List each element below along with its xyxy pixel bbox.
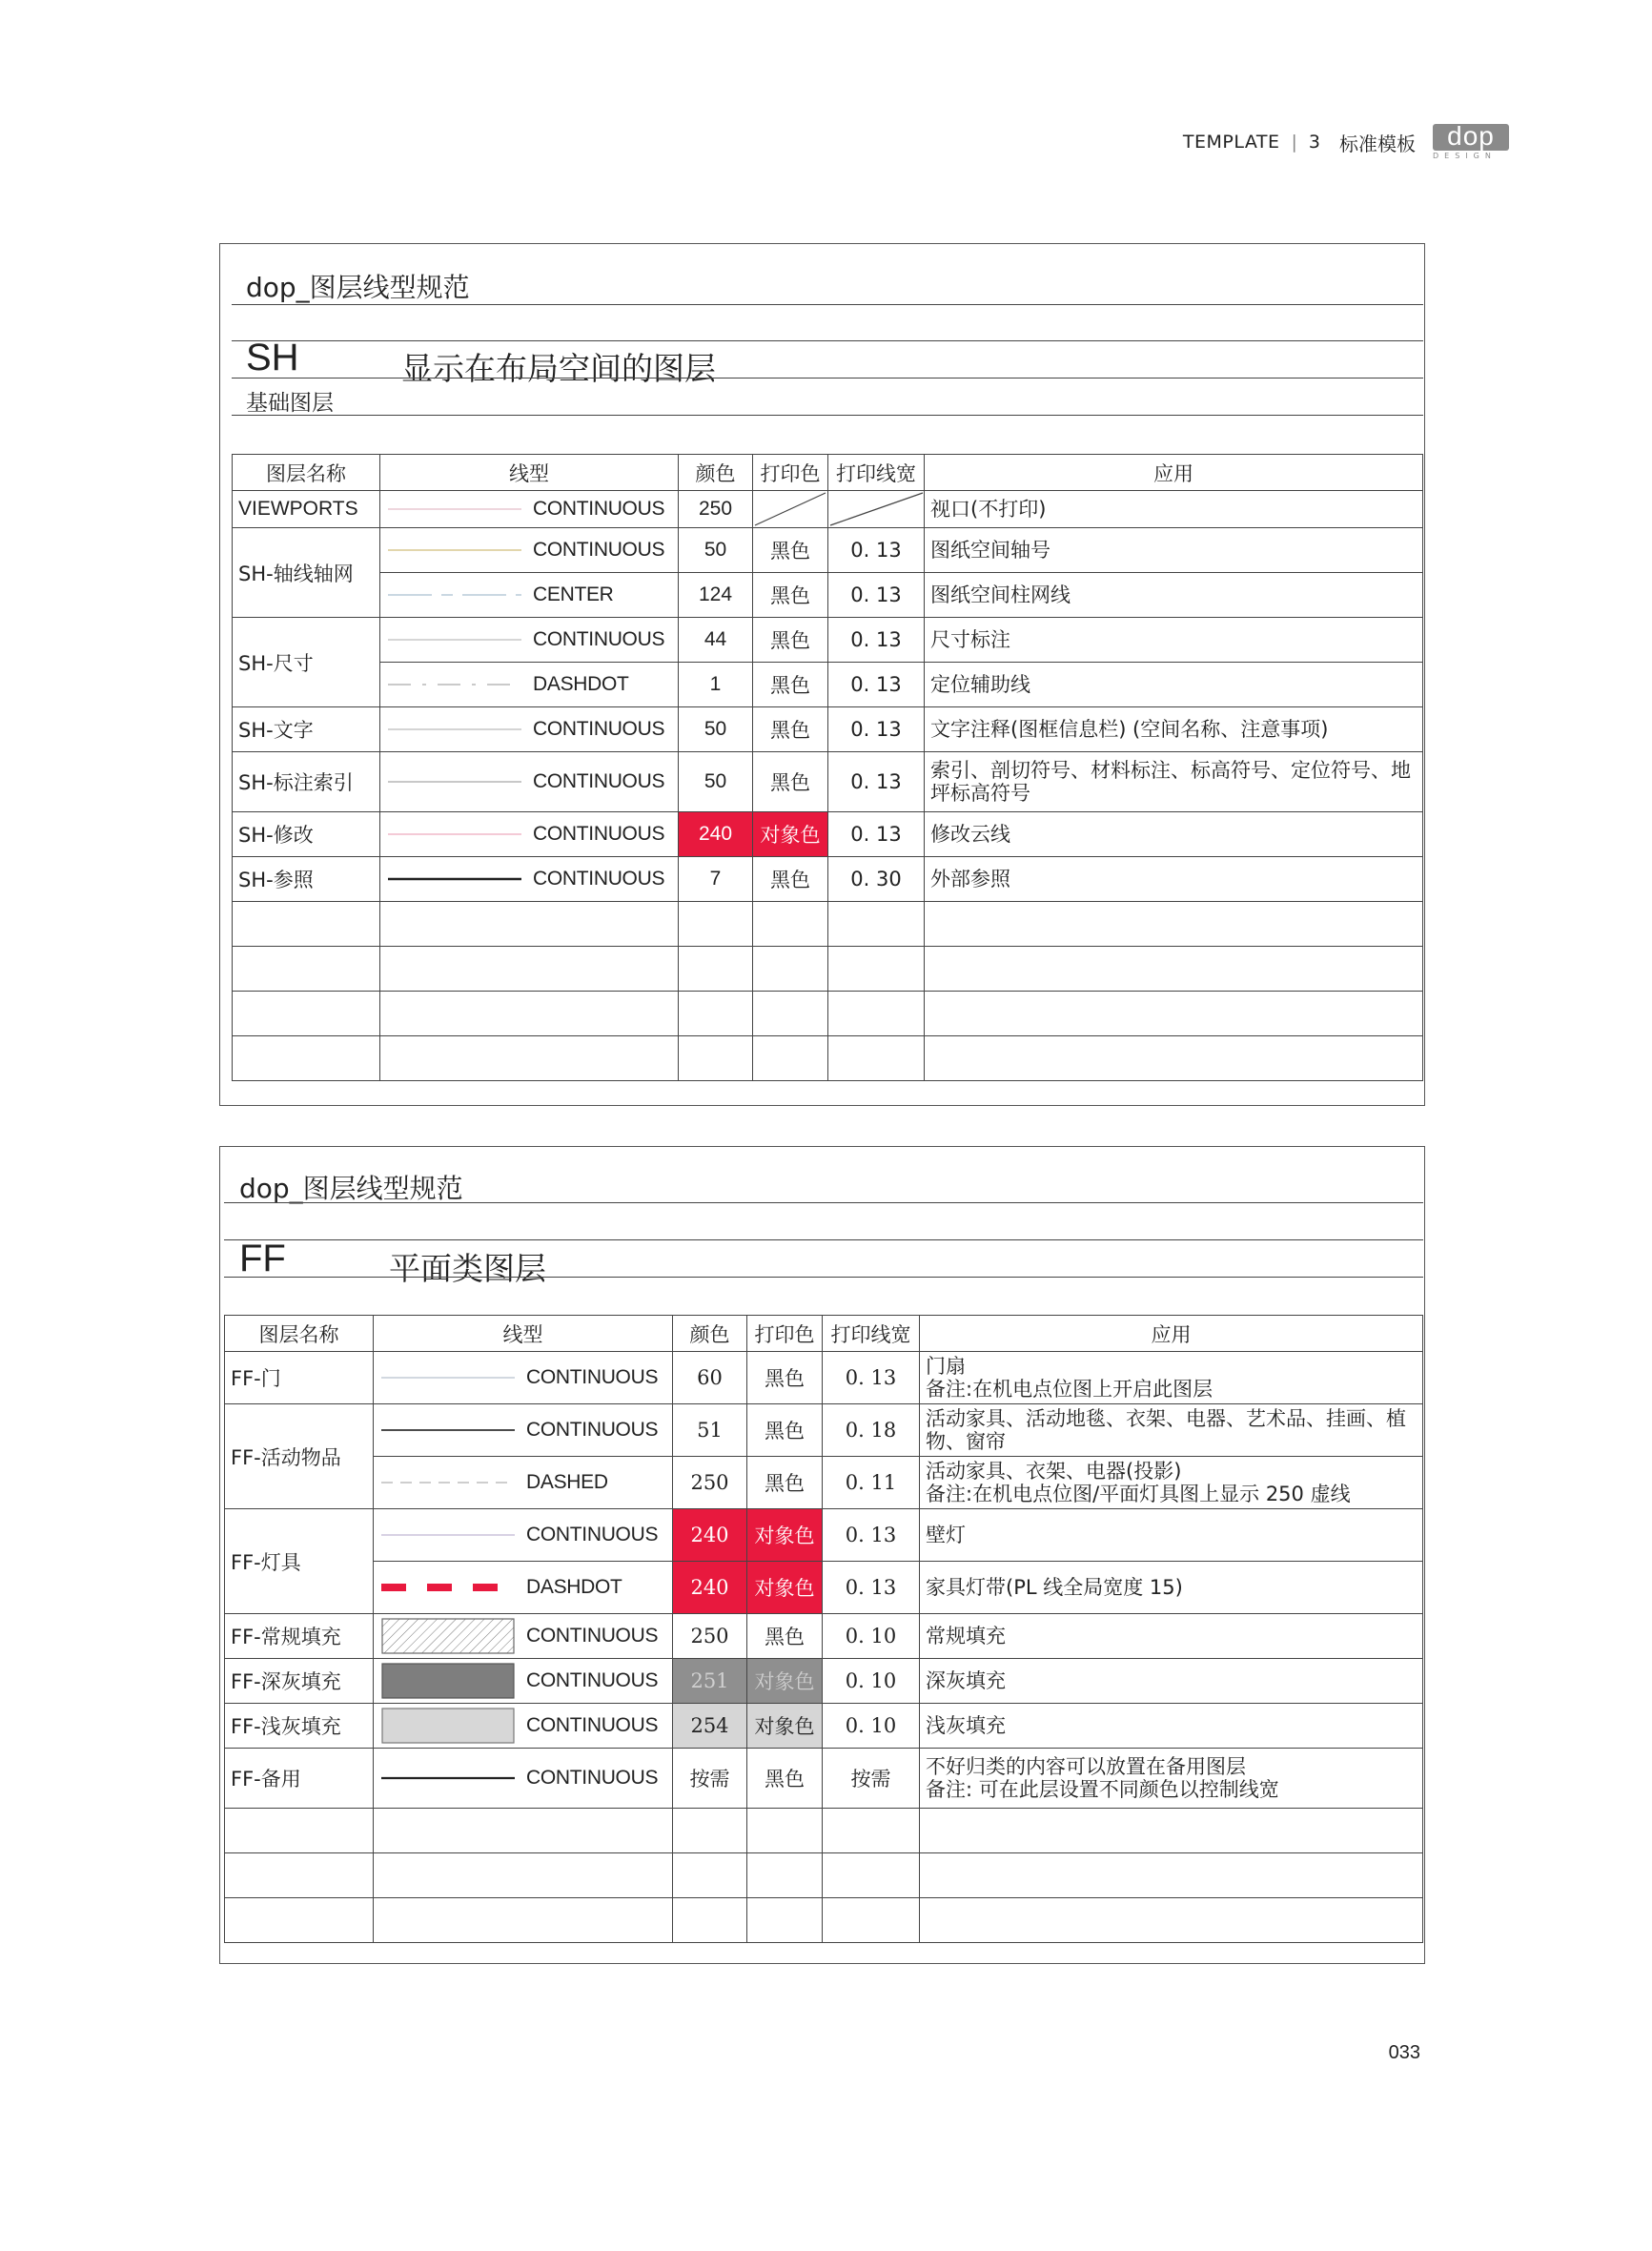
linetype-name: CONTINUOUS: [533, 498, 665, 520]
linetype-cell: [374, 1704, 673, 1749]
color-value: 240: [679, 812, 753, 857]
linetype-continuous-sample: [381, 1532, 515, 1538]
table-row: [233, 573, 1423, 618]
linetype-continuous-sample: [388, 726, 521, 732]
empty-row: [233, 902, 1423, 947]
lineweight: 0. 13: [828, 573, 925, 618]
col-header: 应用: [925, 455, 1423, 491]
color-value: 按需: [673, 1749, 747, 1809]
color-value: 254: [673, 1704, 747, 1749]
col-header: 颜色: [679, 455, 753, 491]
application-text: 壁灯: [920, 1509, 1423, 1562]
color-value: 250: [679, 491, 753, 528]
light-gray-fill-sample: [381, 1708, 515, 1744]
col-header: 打印色: [753, 455, 828, 491]
linetype-name: CONTINUOUS: [526, 1366, 659, 1388]
application-text: 图纸空间轴号: [925, 528, 1423, 573]
col-header: 线型: [380, 455, 679, 491]
divider: [232, 378, 1423, 379]
table-row: [233, 663, 1423, 707]
application-text: 活动家具、活动地毯、衣架、电器、艺术品、挂画、植物、窗帘: [920, 1404, 1423, 1457]
dop-logo: [1433, 121, 1509, 160]
col-header: 打印线宽: [828, 455, 925, 491]
linetype-cell: [374, 1749, 673, 1809]
card-ff: [219, 1146, 1425, 1964]
linetype-center-sample: [388, 592, 521, 598]
not-applicable-slash: [753, 491, 828, 528]
layer-table: [224, 1315, 1423, 1943]
linetype-name: CONTINUOUS: [526, 1419, 659, 1441]
table-row: [225, 1352, 1423, 1404]
application-note: 备注:在机电点位图上开启此图层: [926, 1378, 1214, 1401]
layer-name: SH-参照: [233, 857, 380, 902]
lineweight: 0. 10: [823, 1659, 920, 1704]
print-color: 黑色: [747, 1352, 823, 1404]
layer-code-desc: 平面类图层: [389, 1250, 546, 1287]
print-color: 黑色: [753, 573, 828, 618]
layer-name: SH-尺寸: [233, 618, 380, 707]
logo-sub: DESIGN: [1433, 152, 1497, 160]
divider: [224, 1202, 1423, 1203]
linetype-cell: [380, 707, 679, 752]
table-row: [225, 1509, 1423, 1562]
table-row: [233, 857, 1423, 902]
linetype-cell: [374, 1404, 673, 1457]
linetype-name: CONTINUOUS: [526, 1767, 659, 1789]
card-title: dop_图层线型规范: [246, 272, 470, 303]
layer-code: FF: [239, 1238, 286, 1279]
section-title: 标准模板: [1339, 132, 1416, 155]
col-header: 打印色: [747, 1316, 823, 1352]
application-cell: [920, 1352, 1423, 1404]
layer-name: FF-活动物品: [225, 1404, 374, 1509]
table-row: [225, 1562, 1423, 1614]
empty-row: [225, 1853, 1423, 1898]
empty-row: [225, 1809, 1423, 1853]
linetype-continuous-sample: [381, 1427, 515, 1433]
application-text: 家具灯带(PL 线全局宽度 15): [920, 1562, 1423, 1614]
linetype-continuous-sample: [381, 1775, 515, 1781]
linetype-name: CONTINUOUS: [526, 1669, 659, 1691]
color-value: 51: [673, 1404, 747, 1457]
linetype-cell: [380, 573, 679, 618]
application-text: 图纸空间柱网线: [925, 573, 1423, 618]
application-text: 索引、剖切符号、材料标注、标高符号、定位符号、地坪标高符号: [925, 752, 1423, 812]
application-text: 活动家具、衣架、电器(投影): [926, 1459, 1182, 1483]
card-title: dop_图层线型规范: [239, 1173, 463, 1204]
col-header: 颜色: [673, 1316, 747, 1352]
table-row: [233, 707, 1423, 752]
print-color: 黑色: [747, 1404, 823, 1457]
table-row: [225, 1457, 1423, 1509]
color-value: 240: [673, 1562, 747, 1614]
empty-row: [233, 1036, 1423, 1081]
linetype-continuous-sample: [388, 637, 521, 643]
color-value: 50: [679, 528, 753, 573]
table-row: [233, 812, 1423, 857]
linetype-continuous-sample: [388, 779, 521, 785]
logo-mark: dop: [1433, 124, 1509, 151]
linetype-name: CONTINUOUS: [526, 1625, 659, 1647]
lineweight: 0. 18: [823, 1404, 920, 1457]
layer-name: SH-轴线轴网: [233, 528, 380, 618]
linetype-continuous-sample: [388, 506, 521, 512]
color-value: 124: [679, 573, 753, 618]
application-note: 备注:在机电点位图/平面灯具图上显示 250 虚线: [926, 1483, 1351, 1505]
color-value: 7: [679, 857, 753, 902]
lineweight: 0. 10: [823, 1614, 920, 1659]
application-cell: [920, 1457, 1423, 1509]
linetype-name: CONTINUOUS: [533, 770, 665, 792]
layer-sub-desc: 基础图层: [246, 391, 334, 416]
color-value: 44: [679, 618, 753, 663]
linetype-cell: [374, 1352, 673, 1404]
layer-name: FF-深灰填充: [225, 1659, 374, 1704]
table-row: [233, 752, 1423, 812]
application-note: 备注: 可在此层设置不同颜色以控制线宽: [926, 1778, 1279, 1801]
linetype-name: CONTINUOUS: [533, 868, 665, 890]
print-color: 对象色: [753, 812, 828, 857]
linetype-cell: [380, 812, 679, 857]
linetype-continuous-sample: [388, 831, 521, 837]
color-value: 240: [673, 1509, 747, 1562]
layer-name: FF-常规填充: [225, 1614, 374, 1659]
linetype-name: CONTINUOUS: [533, 718, 665, 740]
linetype-continuous-sample: [388, 547, 521, 553]
lineweight: 按需: [823, 1749, 920, 1809]
color-value: 50: [679, 752, 753, 812]
table-row: [233, 491, 1423, 528]
application-text: 深灰填充: [920, 1659, 1423, 1704]
table-row: [225, 1404, 1423, 1457]
lineweight: 0. 30: [828, 857, 925, 902]
linetype-name: DASHED: [526, 1471, 608, 1493]
linetype-name: DASHDOT: [526, 1576, 622, 1598]
col-header: 打印线宽: [823, 1316, 920, 1352]
linetype-cell: [380, 491, 679, 528]
color-value: 250: [673, 1614, 747, 1659]
empty-row: [233, 992, 1423, 1036]
linetype-name: CONTINUOUS: [533, 628, 665, 650]
empty-row: [233, 947, 1423, 992]
linetype-name: CONTINUOUS: [533, 823, 665, 845]
application-text: 修改云线: [925, 812, 1423, 857]
page-header: [1182, 121, 1509, 160]
linetype-dashed-sample: [381, 1480, 515, 1485]
print-color: 黑色: [747, 1614, 823, 1659]
dark-gray-fill-sample: [381, 1663, 515, 1699]
linetype-continuous-sample: [381, 1375, 515, 1381]
linetype-name: CENTER: [533, 583, 614, 605]
lineweight: 0. 13: [823, 1509, 920, 1562]
card-sh: [219, 243, 1425, 1106]
application-text: 不好归类的内容可以放置在备用图层: [926, 1754, 1246, 1778]
layer-name: FF-门: [225, 1352, 374, 1404]
print-color: 对象色: [747, 1659, 823, 1704]
color-value: 50: [679, 707, 753, 752]
lineweight: 0. 13: [828, 707, 925, 752]
table-header-row: [225, 1316, 1423, 1352]
table-row: [225, 1614, 1423, 1659]
lineweight: 0. 13: [828, 618, 925, 663]
divider: [232, 304, 1423, 305]
lineweight: 0. 13: [828, 528, 925, 573]
linetype-cell: [374, 1659, 673, 1704]
print-color: 黑色: [753, 752, 828, 812]
layer-code-desc: 显示在布局空间的图层: [401, 350, 716, 387]
lineweight: 0. 13: [823, 1562, 920, 1614]
layer-name: FF-备用: [225, 1749, 374, 1809]
linetype-cell: [380, 857, 679, 902]
divider: [232, 340, 1423, 341]
layer-name: FF-浅灰填充: [225, 1704, 374, 1749]
lineweight: 0. 13: [828, 812, 925, 857]
section-number: 3: [1308, 132, 1320, 153]
color-value: 251: [673, 1659, 747, 1704]
print-color: 黑色: [753, 857, 828, 902]
layer-name: FF-灯具: [225, 1509, 374, 1614]
divider: [224, 1277, 1423, 1278]
lineweight: 0. 10: [823, 1704, 920, 1749]
linetype-dashdot-sample: [388, 682, 521, 687]
print-color: 对象色: [747, 1562, 823, 1614]
color-value: 250: [673, 1457, 747, 1509]
layer-name: SH-文字: [233, 707, 380, 752]
layer-code: SH: [246, 337, 299, 379]
hatch-fill-sample: [381, 1618, 515, 1654]
print-color: 对象色: [747, 1509, 823, 1562]
print-color: 黑色: [747, 1749, 823, 1809]
print-color: 对象色: [747, 1704, 823, 1749]
col-header: 图层名称: [233, 455, 380, 491]
linetype-dashdot-thick-sample: [381, 1583, 515, 1592]
linetype-cell: [380, 528, 679, 573]
table-row: [225, 1749, 1423, 1809]
layer-name: VIEWPORTS: [233, 491, 380, 528]
lineweight: 0. 13: [828, 663, 925, 707]
lineweight: 0. 13: [828, 752, 925, 812]
application-text: 常规填充: [920, 1614, 1423, 1659]
col-header: 应用: [920, 1316, 1423, 1352]
linetype-cell: [380, 663, 679, 707]
print-color: 黑色: [753, 707, 828, 752]
linetype-cell: [380, 752, 679, 812]
linetype-name: CONTINUOUS: [533, 539, 665, 561]
lineweight: 0. 11: [823, 1457, 920, 1509]
linetype-cell: [374, 1614, 673, 1659]
not-applicable-slash: [828, 491, 925, 528]
print-color: 黑色: [747, 1457, 823, 1509]
table-row: [233, 528, 1423, 573]
table-row: [233, 618, 1423, 663]
header-separator: |: [1291, 132, 1297, 153]
col-header: 线型: [374, 1316, 673, 1352]
print-color: 黑色: [753, 663, 828, 707]
lineweight: 0. 13: [823, 1352, 920, 1404]
application-text: 尺寸标注: [925, 618, 1423, 663]
linetype-cell: [374, 1509, 673, 1562]
divider: [232, 415, 1423, 416]
color-value: 1: [679, 663, 753, 707]
print-color: 黑色: [753, 528, 828, 573]
layer-table: [232, 454, 1423, 1081]
linetype-cell: [374, 1562, 673, 1614]
template-label: TEMPLATE: [1182, 132, 1280, 153]
layer-name: SH-标注索引: [233, 752, 380, 812]
application-text: 视口(不打印): [925, 491, 1423, 528]
col-header: 图层名称: [225, 1316, 374, 1352]
divider: [224, 1239, 1423, 1240]
linetype-name: DASHDOT: [533, 673, 629, 695]
linetype-name: CONTINUOUS: [526, 1524, 659, 1545]
color-value: 60: [673, 1352, 747, 1404]
table-row: [225, 1704, 1423, 1749]
application-text: 外部参照: [925, 857, 1423, 902]
table-row: [225, 1659, 1423, 1704]
layer-name: SH-修改: [233, 812, 380, 857]
application-text: 定位辅助线: [925, 663, 1423, 707]
linetype-cell: [374, 1457, 673, 1509]
page-number: 033: [1388, 2042, 1420, 2063]
linetype-continuous-sample: [388, 876, 521, 882]
linetype-cell: [380, 618, 679, 663]
empty-row: [225, 1898, 1423, 1943]
application-text: 门扇: [926, 1354, 966, 1378]
application-text: 文字注释(图框信息栏) (空间名称、注意事项): [925, 707, 1423, 752]
linetype-name: CONTINUOUS: [526, 1714, 659, 1736]
application-cell: [920, 1749, 1423, 1809]
print-color: 黑色: [753, 618, 828, 663]
application-text: 浅灰填充: [920, 1704, 1423, 1749]
table-header-row: [233, 455, 1423, 491]
